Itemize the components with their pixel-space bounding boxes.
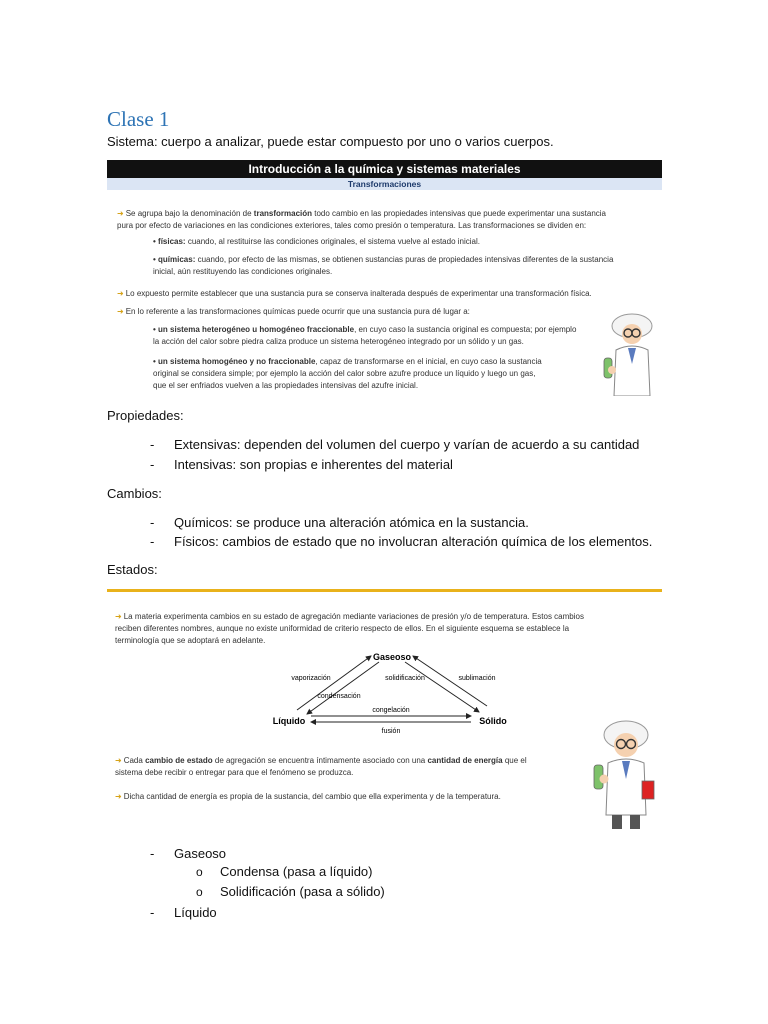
arrow-icon: ➜ — [117, 289, 124, 298]
homogeneo-item: • un sistema homogéneo y no fraccionable, capaz de transformarse en el inicial, en cuyo caso la sustancia original se considera simple; por ejemplo la acción del calor sobre azufre produce un líquido y luego un gas, que el ser enfriados vuelven a las propiedades intensivas del azufre inicial. — [153, 357, 542, 390]
list-item: - Extensivas: dependen del volumen del cuerpo y varían de acuerdo a su cantidad — [150, 437, 640, 452]
arrow-icon: ➜ — [115, 756, 122, 765]
page-title: Clase 1 — [107, 107, 170, 131]
scientist-illustration — [592, 717, 658, 831]
transformaciones-image — [107, 160, 662, 396]
paragraph-3: ➜ En lo referente a las transformaciones químicas puede ocurrir que una sustancia pura dé lugar a: — [117, 307, 470, 316]
list-item: - Físicos: cambios de estado que no involucran alteración química de los elementos. — [150, 534, 653, 549]
paragraph-2: ➜ Lo expuesto permite establecer que una sustancia pura se conserva inalterada después de experimentar una transformación física. — [117, 289, 592, 298]
list-item: - Gaseoso — [150, 846, 227, 861]
list-item: - Intensivas: son propias e inherentes del material — [150, 457, 453, 472]
paragraph-1: ➜ Se agrupa bajo la denominación de transformación todo cambio en las propiedades intensivas que puede experimentar una sustancia pura por efecto de variaciones en las condiciones exteriores, tales como presión o temperatura. Las transformaciones se dividen en: — [117, 209, 606, 230]
list-item: - Líquido — [150, 905, 217, 920]
heterogeneo-item: • un sistema heterogéneo u homogéneo fraccionable, en cuyo caso la sustancia original es compuesta; por ejemplo la acción del calor sobre piedra caliza produce un sistema heterogéneo integrado por un sólido y un gas. — [153, 325, 577, 346]
label-condensacion: condensación — [317, 693, 361, 700]
paragraph-3: ➜ Dicha cantidad de energía es propia de la sustancia, del cambio que ella experimenta y de la temperatura. — [115, 792, 501, 801]
list-item: - Químicos: se produce una alteración atómica en la sustancia. — [150, 515, 529, 530]
scientist-illustration — [602, 312, 660, 396]
quimicas-item: • químicas: cuando, por efecto de las mismas, se obtienen sustancias puras de propiedades intensivas diferentes de la sustancia inicial, aún restituyendo las condiciones originales. — [153, 255, 614, 276]
fisicas-item: • físicas: cuando, al restituirse las condiciones originales, el sistema vuelve al estado inicial. — [153, 237, 480, 246]
arrow-icon: ➜ — [117, 307, 124, 316]
label-vaporizacion: vaporización — [291, 675, 331, 682]
label-fusion: fusión — [381, 728, 401, 735]
yellow-divider — [107, 589, 662, 592]
label-solidificacion: solidificación — [385, 675, 425, 682]
node-liquido: Líquido — [272, 716, 306, 726]
arrow-icon: ➜ — [117, 209, 124, 218]
image-header: Introducción a la química y sistemas materiales — [107, 160, 662, 178]
node-solido: Sólido — [479, 716, 507, 726]
state-change-diagram — [267, 650, 517, 736]
paragraph-1: ➜ La materia experimenta cambios en su estado de agregación mediante variaciones de presión y/o de temperatura. Estos cambios reciben diferentes nombres, aunque no existe uniformidad de criterio respecto de ellos. En el siguiente esquema se establece la terminología que se adoptará en adelante. — [115, 612, 584, 645]
label-sublimacion: sublimación — [458, 675, 496, 682]
sub-list-item: o Condensa (pasa a líquido) — [196, 864, 373, 879]
image-subheader: Transformaciones — [107, 178, 662, 190]
node-gaseoso: Gaseoso — [372, 652, 412, 662]
propiedades-heading: Propiedades: — [107, 408, 184, 423]
sub-list-item: o Solidificación (pasa a sólido) — [196, 884, 385, 899]
intro-text: Sistema: cuerpo a analizar, puede estar compuesto por uno o varios cuerpos. — [107, 134, 554, 149]
estados-image — [107, 585, 662, 833]
paragraph-2: ➜ Cada cambio de estado de agregación se encuentra íntimamente asociado con una cantidad de energía que el sistema debe recibir o entregar para que el fenómeno se produzca. — [115, 756, 527, 777]
label-congelacion: congelación — [372, 707, 410, 714]
estados-heading: Estados: — [107, 562, 158, 577]
arrow-icon: ➜ — [115, 792, 122, 801]
cambios-heading: Cambios: — [107, 486, 162, 501]
arrow-icon: ➜ — [115, 612, 122, 621]
